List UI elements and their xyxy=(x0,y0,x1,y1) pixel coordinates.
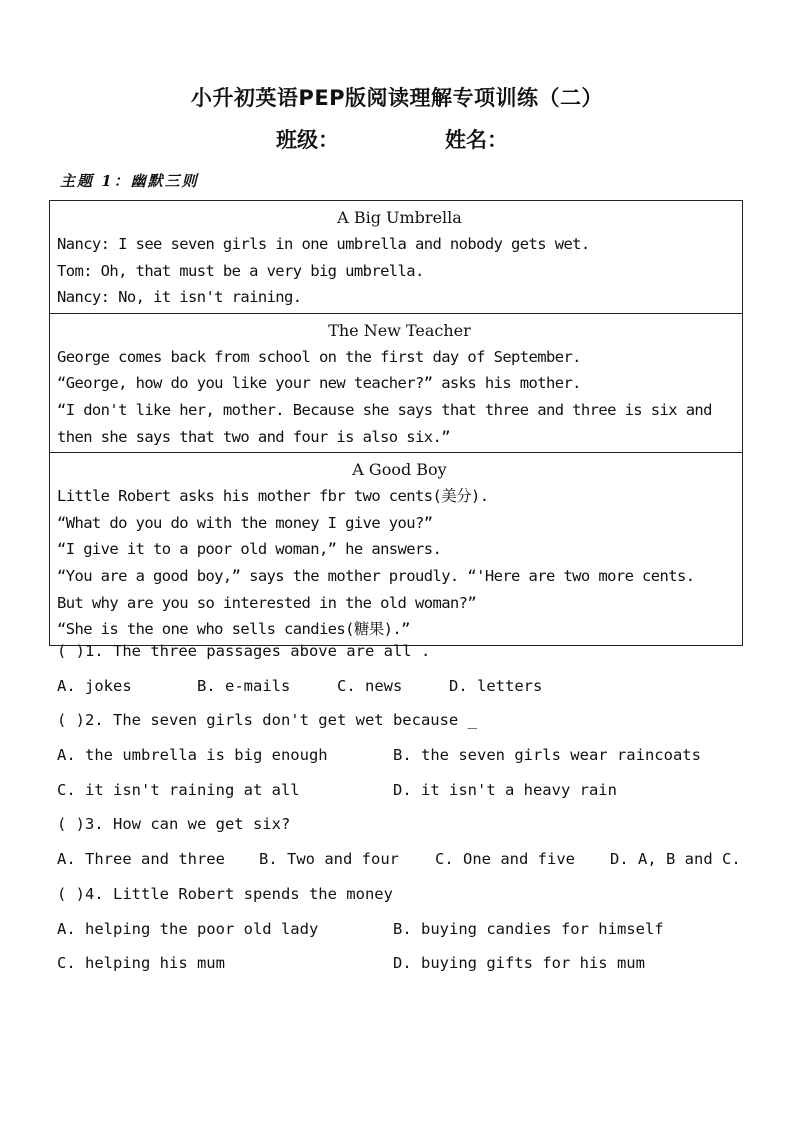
passage-line: “What do you do with the money I give you?” xyxy=(57,513,433,532)
option-c: C. it isn't raining at all xyxy=(57,780,300,799)
option-c: C. One and five xyxy=(435,850,575,869)
passage-title: The New Teacher xyxy=(328,320,471,340)
option-d: D. buying gifts for his mum xyxy=(393,954,645,973)
passage-line: Little Robert asks his mother fbr two cents(美分). xyxy=(57,487,489,506)
options-row xyxy=(57,773,757,808)
passage-line: Tom: Oh, that must be a very big umbrella. xyxy=(57,261,424,280)
passages-table xyxy=(49,200,743,646)
passage-new-teacher xyxy=(50,313,742,452)
options-row xyxy=(57,912,757,947)
question-stem: ( )4. Little Robert spends the money xyxy=(57,884,393,903)
passage-line: Nancy: No, it isn't raining. xyxy=(57,288,302,307)
option-d: D. it isn't a heavy rain xyxy=(393,780,617,799)
passage-line: Nancy: I see seven girls in one umbrella and nobody gets wet. xyxy=(57,235,590,253)
question-stem: ( )2. The seven girls don't get wet because _ xyxy=(57,711,477,730)
passage-line: “I don't like her, mother. Because she says that three and three is six and xyxy=(57,400,712,419)
passage-line: But why are you so interested in the old woman?” xyxy=(57,593,477,612)
question-stem: ( )1. The three passages above are all . xyxy=(57,642,431,660)
options-row xyxy=(57,842,757,877)
option-b: B. e-mails xyxy=(197,676,291,695)
passage-line: “You are a good boy,” says the mother proudly. “'Here are two more cents. xyxy=(57,566,695,585)
option-b: B. the seven girls wear raincoats xyxy=(393,746,701,765)
passage-title: A Big Umbrella xyxy=(337,208,462,227)
page-title: 小升初英语PEP版阅读理解专项训练（二） xyxy=(190,86,604,110)
option-b: B. buying candies for himself xyxy=(393,919,664,938)
name-label: 姓名： xyxy=(445,128,508,152)
passage-line: “I give it to a poor old woman,” he answers. xyxy=(57,540,442,559)
option-d: D. A, B and C. xyxy=(610,850,741,869)
questions-section xyxy=(57,634,757,981)
option-a: A. Three and three xyxy=(57,850,225,869)
topic-heading: 主题 1：幽默三则 xyxy=(60,172,199,190)
option-c: C. news xyxy=(337,676,403,695)
passage-good-boy xyxy=(50,452,742,645)
passage-line: “George, how do you like your new teacher?” asks his mother. xyxy=(57,374,581,393)
passage-line: “She is the one who sells candies(糖果).” xyxy=(57,620,410,639)
question-stem: ( )3. How can we get six? xyxy=(57,815,291,834)
option-a: A. helping the poor old lady xyxy=(57,919,319,938)
passage-line: then she says that two and four is also six.” xyxy=(57,427,450,446)
options-row xyxy=(57,738,757,773)
option-c: C. helping his mum xyxy=(57,954,225,973)
class-label: 班级： xyxy=(276,128,339,152)
option-d: D. letters xyxy=(449,676,543,695)
passage-line: George comes back from school on the first day of September. xyxy=(57,347,581,366)
options-row xyxy=(57,669,757,704)
passage-big-umbrella xyxy=(50,201,742,313)
option-b: B. Two and four xyxy=(259,850,399,869)
passage-title: A Good Boy xyxy=(352,460,447,480)
option-a: A. jokes xyxy=(57,676,132,695)
option-a: A. the umbrella is big enough xyxy=(57,746,328,765)
options-row xyxy=(57,946,757,981)
